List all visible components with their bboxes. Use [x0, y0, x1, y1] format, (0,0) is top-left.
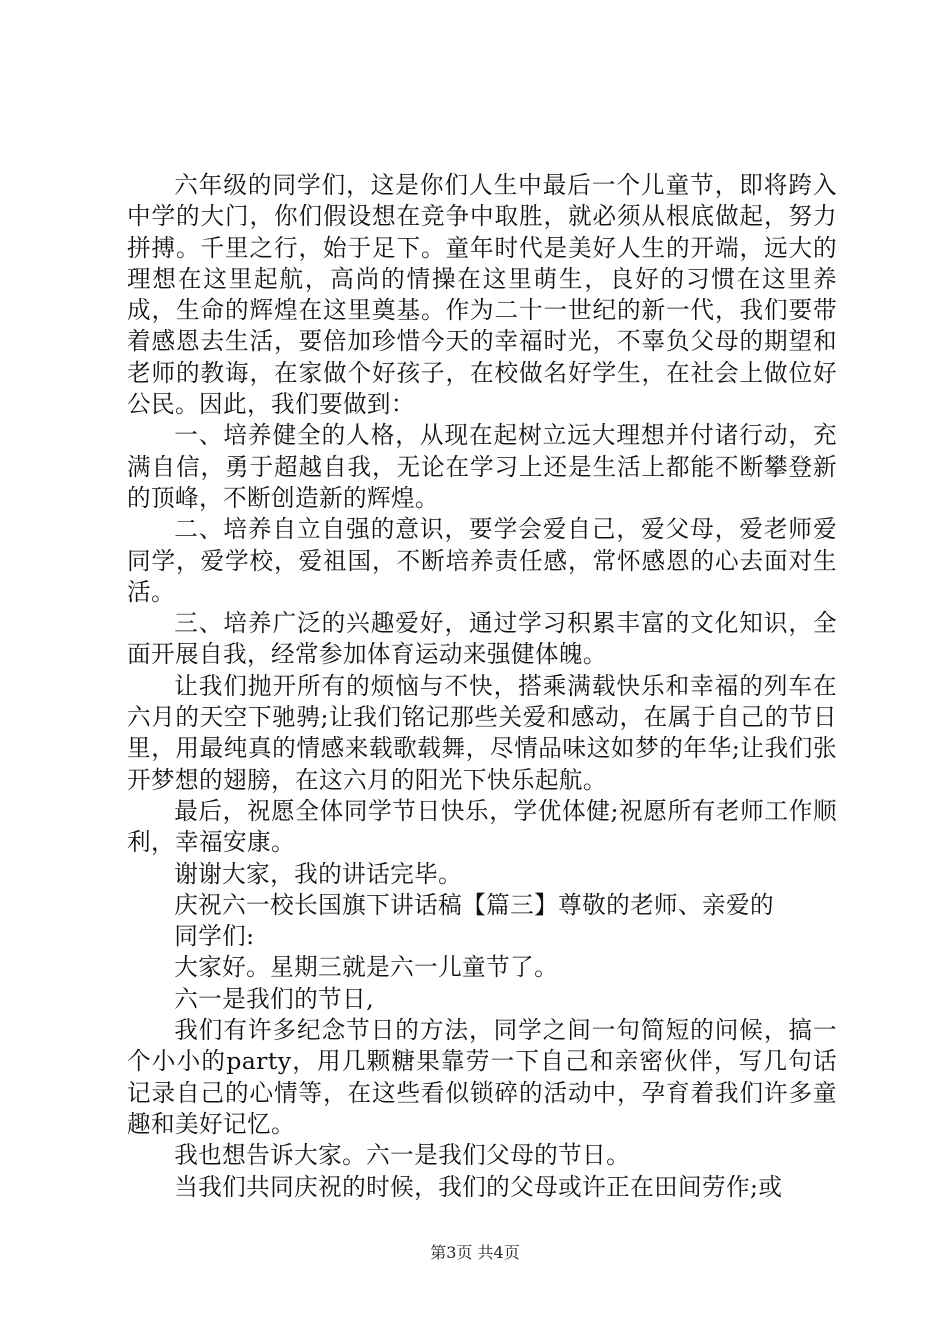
- paragraph-intro: 六年级的同学们，这是你们人生中最后一个儿童节，即将跨入中学的大门，你们假设想在竞争中取胜，就必须从根底做起，努力拼搏。千里之行，始于足下。童年时代是美好人生的开端，远大的理想在这里起航，高尚的情操在这里萌生，良好的习惯在这里养成，生命的辉煌在这里奠基。作为二十一世纪的新一代，我们要带着感恩去生活，要倍加珍惜今天的幸福时光，不辜负父母的期望和老师的教诲，在家做个好孩子，在校做名好学生，在社会上做位好公民。因此，我们要做到：: [127, 171, 837, 419]
- paragraph-thanks: 谢谢大家，我的讲话完毕。: [174, 859, 463, 888]
- paragraph-celebration-ways: 我们有许多纪念节日的方法，同学之间一句简短的问候，搞一个小小的party，用几颗糖果靠劳一下自己和亲密伙伴，写几句话记录自己的心情等，在这些看似锁碎的活动中，孕育着我们许多童趣和美好记忆。: [127, 1016, 837, 1138]
- paragraph-section-heading: 庆祝六一校长国旗下讲话稿【篇三】尊敬的老师、亲爱的: [174, 890, 775, 919]
- paragraph-wishes: 最后，祝愿全体同学节日快乐，学优体健;祝愿所有老师工作顺利，幸福安康。: [127, 796, 837, 857]
- paragraph-parents-festival: 我也想告诉大家。六一是我们父母的节日。: [174, 1141, 631, 1170]
- paragraph-point-one: 一、培养健全的人格，从现在起树立远大理想并付诸行动，充满自信，勇于超越自我，无论在学习上还是生活上都能不断攀登新的顶峰，不断创造新的辉煌。: [127, 421, 837, 512]
- paragraph-let-us: 让我们抛开所有的烦恼与不快，搭乘满载快乐和幸福的列车在六月的天空下驰骋;让我们铭记那些关爱和感动，在属于自己的节日里，用最纯真的情感来载歌载舞，尽情品味这如梦的年华;让我们张开梦想的翅膀，在这六月的阳光下快乐起航。: [127, 671, 837, 794]
- paragraph-point-three: 三、培养广泛的兴趣爱好，通过学习积累丰富的文化知识，全面开展自我，经常参加体育运动来强健体魄。: [127, 609, 837, 669]
- paragraph-our-festival: 六一是我们的节日,: [174, 984, 375, 1013]
- document-body: [127, 170, 837, 1203]
- paragraph-greeting: 大家好。星期三就是六一儿童节了。: [174, 953, 559, 982]
- page-number-footer: 第3页 共4页: [430, 1243, 520, 1262]
- paragraph-point-two: 二、培养自立自强的意识，要学会爱自己，爱父母，爱老师爱同学，爱学校，爱祖国，不断培养责任感，常怀感恩的心去面对生活。: [127, 515, 837, 606]
- paragraph-salutation: 同学们:: [174, 922, 255, 951]
- paragraph-parents-working: 当我们共同庆祝的时候，我们的父母或许正在田间劳作;或: [174, 1172, 783, 1201]
